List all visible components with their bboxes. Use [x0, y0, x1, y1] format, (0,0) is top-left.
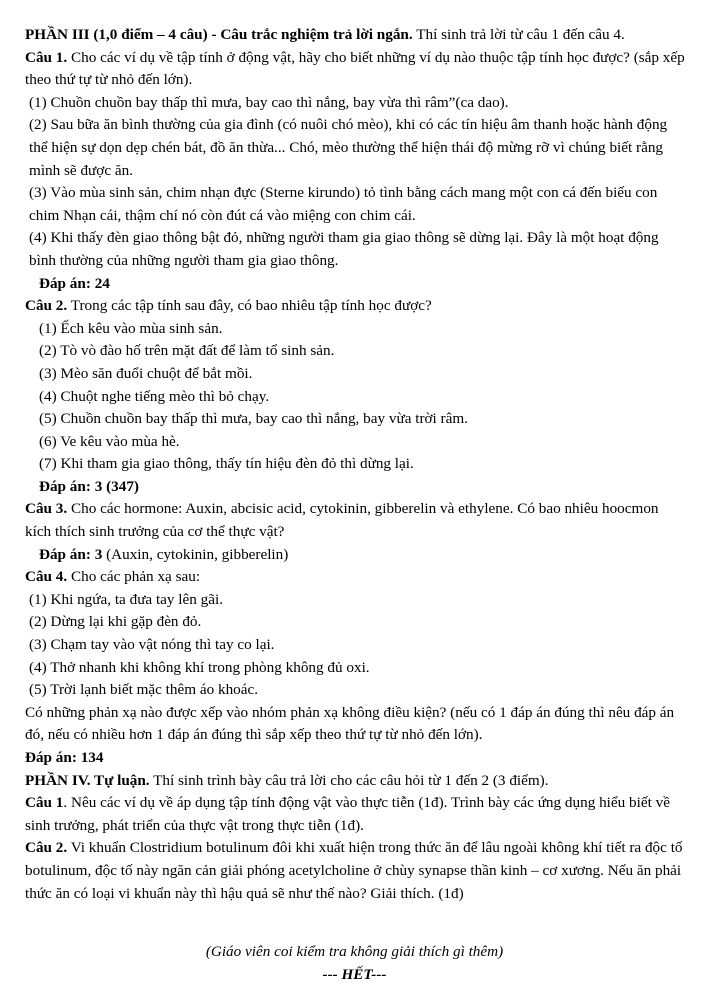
q2-item-1: (1) Ếch kêu vào mùa sinh sản. — [39, 319, 223, 337]
q2-item-2: (2) Tò vò đào hố trên mặt đất để làm tổ sinh sản. — [39, 342, 335, 360]
q2-answer: Đáp án: 3 (347) — [39, 477, 139, 495]
q3-label: Câu 3. — [25, 500, 68, 518]
exam-page — [25, 24, 687, 905]
q4-item-3: (3) Chạm tay vào vật nóng thì tay co lại. — [29, 636, 275, 654]
q2-item-3: (3) Mèo săn đuổi chuột để bắt mồi. — [39, 364, 253, 382]
part4-q2: Câu 2. Vi khuẩn Clostridium botulinum đôi khi xuất hiện trong thức ăn để lâu ngoài không khí tiết ra độc tố botulinum, độc tố này ngăn cản giải phóng acetylcholine ở chùy synapse thần kinh – cơ xương. Nếu ăn phải thức ăn có loại vi khuẩn này thì hậu quả sẽ như thế nào? Giải thích. (1đ) — [25, 839, 683, 902]
part4-intro: PHẦN IV. Tự luận. Thí sinh trình bày câu trả lời cho các câu hỏi từ 1 đến 2 (3 điểm). — [25, 771, 549, 789]
q1-item-2: (2) Sau bữa ăn bình thường của gia đình (có nuôi chó mèo), khi có các tín hiệu âm thanh hoặc hành động thể hiện sự dọn dẹp chén bát, đồ ăn thừa... Chó, mèo thường thể hiện thái độ mừng rỡ vì chúng biết rằng mình sẽ được ăn. — [29, 116, 668, 179]
part4-q1-label: Câu 1 — [25, 794, 64, 812]
part4-q1: Câu 1. Nêu các ví dụ về áp dụng tập tính động vật vào thực tiễn (1đ). Trình bày các ứng dụng hiểu biết về sinh trưởng, phát triển của thực vật trong thực tiễn (1đ). — [25, 794, 670, 834]
q2-stem: Câu 2. Trong các tập tính sau đây, có bao nhiêu tập tính học được? — [25, 297, 432, 315]
q4-item-2: (2) Dừng lại khi gặp đèn đỏ. — [29, 613, 202, 631]
q4-answer: Đáp án: 134 — [25, 749, 104, 766]
part3-intro: PHẦN III (1,0 điểm – 4 câu) - Câu trắc nghiệm trả lời ngắn. Thí sinh trả lời từ câu 1 đến câu 4. — [25, 26, 625, 43]
q2-item-7: (7) Khi tham gia giao thông, thấy tín hiệu đèn đỏ thì dừng lại. — [39, 455, 414, 473]
q4-stem: Câu 4. Cho các phản xạ sau: — [25, 568, 201, 586]
part4-heading: PHẦN IV. Tự luận. — [25, 771, 150, 789]
q1-item-4: (4) Khi thấy đèn giao thông bật đỏ, những người tham gia giao thông sẽ dừng lại. Đây là một hoạt động bình thường của những người tham gia giao thông. — [29, 229, 659, 269]
q1-stem: Câu 1. Cho các ví dụ về tập tính ở động vật, hãy cho biết những ví dụ nào thuộc tập tính học được? (sắp xếp theo thứ tự từ nhỏ đến lớn). — [25, 48, 685, 89]
footer-end: --- HẾT--- — [322, 966, 387, 983]
q1-label: Câu 1. — [25, 48, 68, 66]
part3-heading: PHẦN III (1,0 điểm – 4 câu) - Câu trắc nghiệm trả lời ngắn. — [25, 26, 413, 43]
q4-item-1: (1) Khi ngứa, ta đưa tay lên gãi. — [29, 590, 224, 608]
q1-item-3: (3) Vào mùa sinh sản, chim nhạn đực (Sterne kirundo) tỏ tình bằng cách mang một con cá đến biếu con chim Nhạn cái, thậm chí nó còn đút cá vào miệng con chim cái. — [29, 184, 658, 224]
q2-item-4: (4) Chuột nghe tiếng mèo thì bỏ chạy. — [39, 387, 270, 405]
q4-question: Có những phản xạ nào được xếp vào nhóm phản xạ không điều kiện? (nếu có 1 đáp án đúng thì nêu đáp án đó, nếu có nhiều hơn 1 đáp án đúng thì sắp xếp theo thứ tự từ nhỏ đến lớn). — [25, 703, 675, 744]
q3-answer: Đáp án: 3 (Auxin, cytokinin, gibberelin) — [39, 545, 289, 563]
q1-answer: Đáp án: 24 — [39, 274, 110, 292]
q2-item-6: (6) Ve kêu vào mùa hè. — [39, 432, 180, 450]
part4-q2-label: Câu 2. — [25, 839, 68, 857]
q1-item-1: (1) Chuồn chuồn bay thấp thì mưa, bay cao thì nắng, bay vừa thì râm”(ca dao). — [29, 93, 509, 111]
q4-label: Câu 4. — [25, 568, 68, 586]
q2-item-5: (5) Chuồn chuồn bay thấp thì mưa, bay cao thì nắng, bay vừa trời râm. — [39, 410, 468, 428]
q4-item-5: (5) Trời lạnh biết mặc thêm áo khoác. — [29, 681, 259, 699]
q4-item-4: (4) Thở nhanh khi không khí trong phòng không đủ oxi. — [29, 658, 370, 676]
q2-label: Câu 2. — [25, 297, 68, 315]
footer-note: (Giáo viên coi kiểm tra không giải thích gì thêm) — [205, 943, 504, 960]
q3-stem: Câu 3. Cho các hormone: Auxin, abcisic acid, cytokinin, gibberelin và ethylene. Có bao nhiêu hoocmon kích thích sinh trưởng của cơ thể thực vật? — [25, 500, 659, 541]
